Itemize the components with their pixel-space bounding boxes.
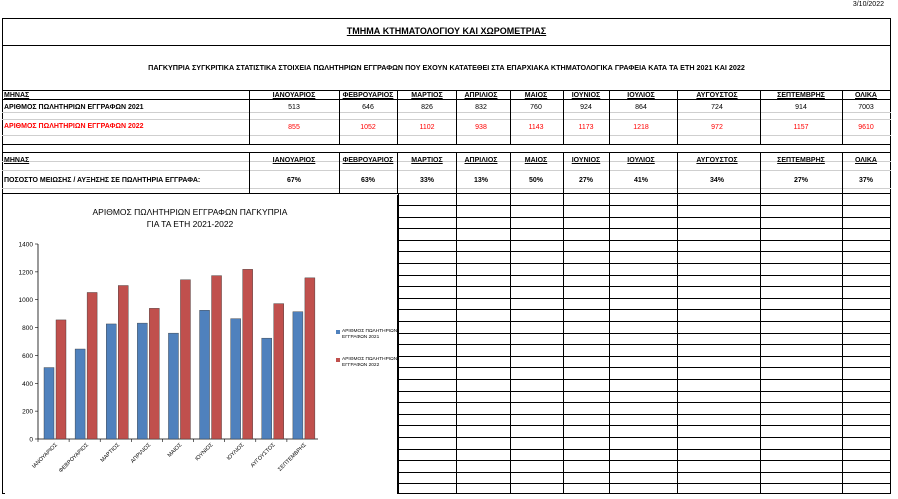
- y-tick-label: 200: [22, 408, 33, 416]
- bar-2022: [212, 276, 222, 439]
- y-tick-label: 800: [22, 325, 33, 333]
- sheet-column-line: [760, 193, 761, 494]
- sheet-row-line: [398, 356, 891, 357]
- row-gridline: [2, 135, 891, 136]
- month-column-header: ΑΠΡΙΛΙΟΣ: [464, 92, 498, 99]
- bar-2022: [56, 320, 66, 439]
- percent-cell: 13%: [473, 177, 488, 184]
- legend-swatch-2022: [336, 358, 340, 362]
- cell-2022: 1102: [419, 124, 435, 131]
- percent-cell: 33%: [419, 177, 434, 184]
- x-tick-label: ΜΑΡΤΙΟΣ: [99, 442, 122, 464]
- month-column-header-2: ΦΕΒΡΟΥΑΡΙΟΣ: [342, 157, 394, 164]
- cell-2022: 855: [288, 124, 300, 131]
- bar-2022: [243, 269, 253, 439]
- bar-2022: [149, 308, 159, 439]
- bar-chart: [5, 195, 397, 494]
- month-column-header-2: ΙΑΝΟΥΑΡΙΟΣ: [272, 157, 316, 164]
- report-date: 3/10/2022: [852, 1, 884, 8]
- sheet-column-line: [677, 193, 678, 494]
- month-column-header-2: ΙΟΥΝΙΟΣ: [571, 157, 601, 164]
- chart-title: ΑΡΙΘΜΟΣ ΠΩΛΗΤΗΡΙΩΝ ΕΓΓΡΑΦΩΝ ΠΑΓΚΥΠΡΙΑ: [92, 207, 288, 217]
- sheet-row-line: [398, 275, 891, 276]
- month-column-header: ΙΑΝΟΥΑΡΙΟΣ: [272, 92, 316, 99]
- month-column-header: ΙΟΥΝΙΟΣ: [571, 92, 601, 99]
- percent-cell: 34%: [709, 177, 724, 184]
- sheet-row-line: [398, 437, 891, 438]
- chart-area: [5, 195, 398, 494]
- month-column-header-2: ΜΑΙΟΣ: [524, 157, 548, 164]
- legend-swatch-2021: [336, 330, 340, 334]
- month-column-header-2: ΣΕΠΤΕΜΒΡΗΣ: [777, 157, 825, 164]
- month-column-header-2: ΑΥΓΟΥΣΤΟΣ: [696, 157, 738, 164]
- sheet-row-line: [398, 460, 891, 461]
- bar-2021: [75, 349, 85, 439]
- x-tick-label: ΙΟΥΝΙΟΣ: [194, 442, 215, 463]
- month-column-header-2: ΑΠΡΙΛΙΟΣ: [464, 157, 498, 164]
- bar-2021: [293, 312, 303, 439]
- percent-cell: 27%: [793, 177, 808, 184]
- sheet-row-line: [398, 228, 891, 229]
- cell-2021: 724: [711, 104, 723, 111]
- bar-2022: [274, 304, 284, 439]
- month-column-header: ΜΑΙΟΣ: [524, 92, 548, 99]
- bar-2022: [305, 278, 315, 439]
- sheet-column-line: [398, 193, 399, 494]
- month-column-header-2: ΜΑΡΤΙΟΣ: [411, 157, 443, 164]
- sheet-column-line: [510, 193, 511, 494]
- sheet-column-line: [563, 193, 564, 494]
- divider: [2, 90, 891, 91]
- y-tick-label: 0: [29, 436, 33, 444]
- x-tick-label: ΣΕΠΤΕΜΒΡΗΣ: [277, 442, 308, 473]
- cell-2021: 760: [530, 104, 542, 111]
- sheet-row-line: [398, 333, 891, 334]
- month-column-header: ΣΕΠΤΕΜΒΡΗΣ: [777, 92, 825, 99]
- header-underline: [2, 99, 891, 100]
- percent-cell: 67%: [286, 177, 301, 184]
- sheet-row-line: [398, 391, 891, 392]
- sheet-row-line: [398, 217, 891, 218]
- cell-2021: 832: [475, 104, 487, 111]
- page-title: ΤΜΗΜΑ ΚΤΗΜΑΤΟΛΟΓΙΟΥ ΚΑΙ ΧΩΡΟΜΕΤΡΙΑΣ: [346, 26, 547, 36]
- month-column-header: ΦΕΒΡΟΥΑΡΙΟΣ: [342, 92, 394, 99]
- sheet-row-line: [398, 240, 891, 241]
- sheet-row-line: [398, 367, 891, 368]
- column-gridline: [249, 152, 250, 193]
- cell-2022: 9610: [858, 124, 874, 131]
- chart-subtitle: ΓΙΑ ΤΑ ΕΤΗ 2021-2022: [146, 219, 234, 229]
- cell-2022: 1157: [793, 124, 809, 131]
- cell-2021: 914: [795, 104, 807, 111]
- sheet-row-line: [398, 425, 891, 426]
- sheet-row-line: [398, 298, 891, 299]
- column-gridline: [249, 90, 250, 144]
- sheet-row-line: [398, 344, 891, 345]
- cell-2022: 1218: [633, 124, 649, 131]
- month-header-label: ΜΗΝΑΣ: [4, 92, 30, 99]
- sheet-row-line: [398, 483, 891, 484]
- percent-cell: 41%: [633, 177, 648, 184]
- sheet-row-line: [398, 472, 891, 473]
- percent-row-label: ΠΟΣΟΣΤΟ ΜΕΙΩΣΗΣ / ΑΥΞΗΣΗΣ ΣΕ ΠΩΛΗΤΗΡΙΑ ΕΓΓΡΑΦΑ:: [4, 177, 201, 184]
- y-tick-label: 1000: [18, 297, 33, 305]
- percent-cell: 27%: [578, 177, 593, 184]
- month-column-header: ΑΥΓΟΥΣΤΟΣ: [696, 92, 738, 99]
- cell-2022: 972: [711, 124, 723, 131]
- cell-2021: 7003: [858, 104, 874, 111]
- divider: [2, 152, 891, 153]
- bar-2021: [137, 323, 147, 439]
- x-tick-label: ΑΥΓΟΥΣΤΟΣ: [249, 442, 277, 470]
- x-tick-label: ΦΕΒΡΟΥΑΡΙΟΣ: [58, 442, 91, 475]
- bar-2021: [168, 333, 178, 439]
- sheet-column-line: [842, 193, 843, 494]
- y-tick-label: 400: [22, 380, 33, 388]
- sheet-row-line: [398, 309, 891, 310]
- sheet-row-line: [398, 321, 891, 322]
- cell-2022: 938: [475, 124, 487, 131]
- row-2021-label: ΑΡΙΘΜΟΣ ΠΩΛΗΤΗΡΙΩΝ ΕΓΓΡΑΦΩΝ 2021: [4, 104, 144, 111]
- bar-2021: [44, 368, 54, 439]
- x-tick-label: ΙΑΝΟΥΑΡΙΟΣ: [31, 442, 59, 470]
- month-column-header: ΜΑΡΤΙΟΣ: [411, 92, 443, 99]
- cell-2021: 513: [288, 104, 300, 111]
- sheet-row-line: [398, 449, 891, 450]
- month-header-label-2: ΜΗΝΑΣ: [4, 157, 30, 164]
- row-gridline: [2, 112, 891, 113]
- cell-2022: 1143: [528, 124, 544, 131]
- sheet-row-line: [398, 263, 891, 264]
- row-gridline: [2, 188, 891, 189]
- row-gridline: [2, 119, 891, 120]
- row-2022-label: ΑΡΙΘΜΟΣ ΠΩΛΗΤΗΡΙΩΝ ΕΓΓΡΑΦΩΝ 2022: [4, 123, 144, 130]
- legend-label-2021: ΑΡΙΘΜΟΣ ΠΩΛΗΤΗΡΙΩΝ ΕΓΓΡΑΦΩΝ 2021: [342, 329, 398, 340]
- y-tick-label: 1400: [18, 241, 33, 249]
- sheet-column-line: [456, 193, 457, 494]
- x-tick-label: ΜΑΙΟΣ: [166, 442, 184, 459]
- bar-2021: [106, 324, 116, 439]
- bar-2022: [118, 286, 128, 439]
- month-column-header-2: ΙΟΥΛΙΟΣ: [627, 157, 655, 164]
- y-tick-label: 1200: [18, 269, 33, 277]
- divider: [2, 144, 891, 145]
- row-gridline: [2, 170, 891, 171]
- cell-2021: 864: [635, 104, 647, 111]
- bar-2021: [262, 338, 272, 439]
- month-column-header-2: ΟΛΙΚΑ: [855, 157, 877, 164]
- sheet-row-line: [398, 205, 891, 206]
- cell-2021: 924: [580, 104, 592, 111]
- bar-2022: [87, 292, 97, 439]
- divider: [2, 193, 891, 194]
- x-tick-label: ΑΠΡΙΛΙΟΣ: [129, 442, 153, 465]
- bar-2021: [200, 310, 210, 439]
- sheet-column-line: [609, 193, 610, 494]
- month-column-header: ΟΛΙΚΑ: [855, 92, 877, 99]
- sheet-row-line: [398, 402, 891, 403]
- percent-cell: 50%: [528, 177, 543, 184]
- y-tick-label: 600: [22, 352, 33, 360]
- sheet-row-line: [398, 286, 891, 287]
- cell-2021: 826: [421, 104, 433, 111]
- bar-2021: [231, 319, 241, 439]
- cell-2022: 1052: [360, 124, 376, 131]
- month-column-header: ΙΟΥΛΙΟΣ: [627, 92, 655, 99]
- bar-2022: [180, 280, 190, 439]
- cell-2022: 1173: [578, 124, 594, 131]
- divider: [2, 45, 891, 46]
- sheet-row-line: [398, 251, 891, 252]
- sheet-row-line: [398, 379, 891, 380]
- cell-2021: 646: [362, 104, 374, 111]
- percent-cell: 63%: [360, 177, 375, 184]
- x-tick-label: ΙΟΥΛΙΟΣ: [225, 442, 246, 462]
- page-subtitle: ΠΑΓΚΥΠΡΙΑ ΣΥΓΚΡΙΤΙΚΑ ΣΤΑΤΙΣΤΙΚΑ ΣΤΟΙΧΕΙΑ ΠΩΛΗΤΗΡΙΩΝ ΕΓΓΡΑΦΩΝ ΠΟΥ ΕΧΟΥΝ ΚΑΤΑΤΕΘΕΙ ΣΤΑ ΕΠΑΡΧΙΑΚΑ ΚΤΗΜΑΤΟΛΟΓΙΚΑ ΓΡΑΦΕΙΑ ΚΑΤΑ ΤΑ ΕΤΗ 2021 ΚΑΙ 2022: [148, 63, 745, 72]
- percent-cell: 37%: [858, 177, 873, 184]
- legend-label-2022: ΑΡΙΘΜΟΣ ΠΩΛΗΤΗΡΙΩΝ ΕΓΓΡΑΦΩΝ 2022: [342, 357, 398, 368]
- sheet-row-line: [398, 414, 891, 415]
